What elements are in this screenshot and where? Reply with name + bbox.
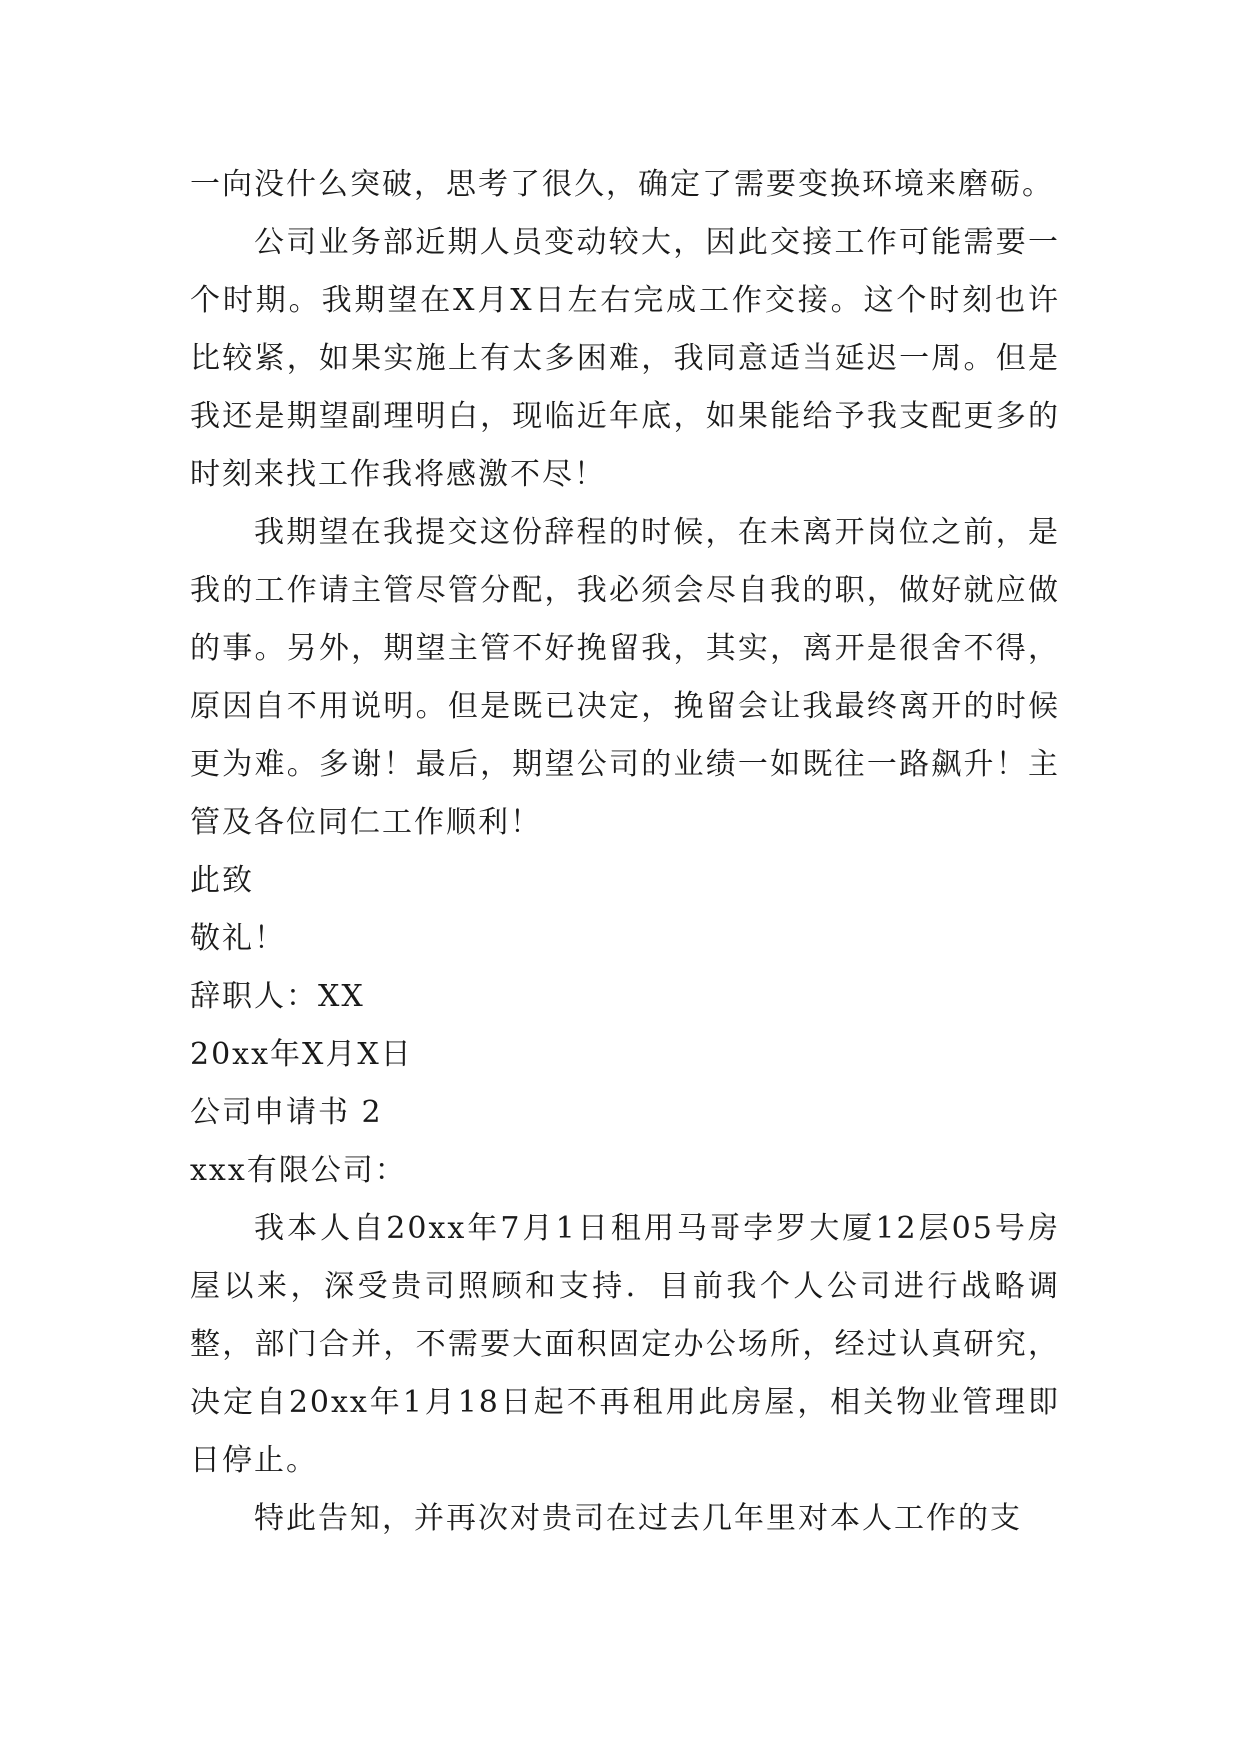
signer-line: 辞职人：XX <box>190 979 365 1014</box>
paragraph-request: 我期望在我提交这份辞程的时候，在未离开岗位之前，是我的工作请主管尽管分配，我必须会尽自我的职，做好就应做的事。另外，期望主管不好挽留我，其实，离开是很舍不得，原因自不用说明。但是既已决定，挽留会让我最终离开的时候更为难。多谢！最后，期望公司的业绩一如既往一路飙升！主管及各位同仁工作顺利！ <box>190 515 1060 840</box>
date-line: 20xx年X月X日 <box>190 1037 413 1072</box>
document-body <box>190 156 1060 1548</box>
closing-salutation: 此致 <box>190 863 254 898</box>
addressee-line: xxx有限公司： <box>190 1153 407 1188</box>
paragraph-continued: 一向没什么突破，思考了很久，确定了需要变换环境来磨砺。 <box>190 167 1054 202</box>
section-title: 公司申请书 2 <box>190 1095 383 1130</box>
paragraph-notice: 特此告知，并再次对贵司在过去几年里对本人工作的支 <box>254 1501 1022 1536</box>
paragraph-lease: 我本人自20xx年7月1日租用马哥孛罗大厦12层05号房屋以来，深受贵司照顾和支持．目前我个人公司进行战略调整，部门合并，不需要大面积固定办公场所，经过认真研究，决定自20xx年1月18日起不再租用此房屋，相关物业管理即日停止。 <box>190 1211 1060 1478</box>
paragraph-handover: 公司业务部近期人员变动较大，因此交接工作可能需要一个时期。我期望在X月X日左右完成工作交接。这个时刻也许比较紧，如果实施上有太多困难，我同意适当延迟一周。但是我还是期望副理明白，现临近年底，如果能给予我支配更多的时刻来找工作我将感激不尽！ <box>190 225 1060 492</box>
closing-regards: 敬礼！ <box>190 921 286 956</box>
